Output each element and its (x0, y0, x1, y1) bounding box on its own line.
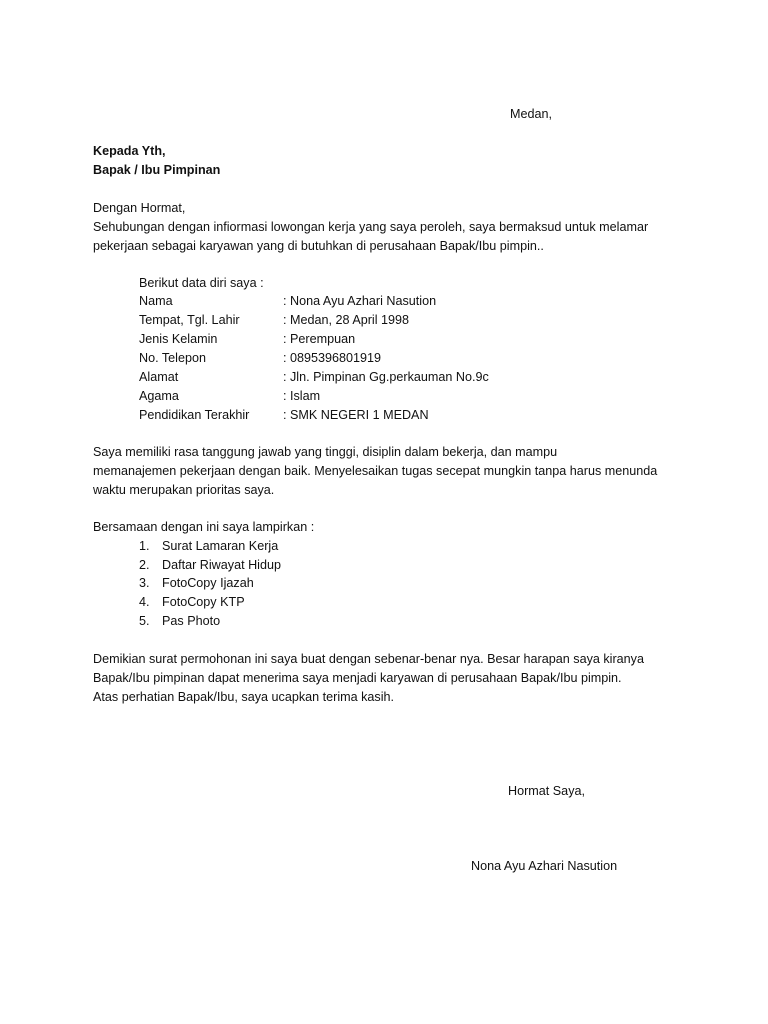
data-row-phone (139, 349, 559, 368)
list-text: Pas Photo (162, 614, 221, 628)
data-label: Tempat, Tgl. Lahir (139, 313, 240, 327)
list-text: FotoCopy KTP (162, 595, 245, 609)
data-value: : 0895396801919 (283, 351, 382, 365)
body-line-2: memanajemen pekerjaan dengan baik. Menyelesaikan tugas secepat mungkin tanpa harus menunda (93, 464, 658, 478)
data-row-address (139, 368, 559, 387)
data-label: Pendidikan Terakhir (139, 408, 250, 422)
list-number: 4. (139, 595, 150, 609)
recipient-line-1: Kepada Yth, (93, 144, 166, 158)
list-number: 5. (139, 614, 150, 628)
data-row-nama (139, 292, 559, 311)
closing-line-2: Bapak/Ibu pimpinan dapat menerima saya menjadi karyawan di perusahaan Bapak/Ibu pimpin. (93, 671, 622, 685)
signoff: Hormat Saya, (508, 784, 585, 798)
data-row-gender (139, 330, 559, 349)
signature-name: Nona Ayu Azhari Nasution (471, 859, 618, 873)
closing-line-3: Atas perhatian Bapak/Ibu, saya ucapkan terima kasih. (93, 690, 395, 704)
intro-line-2: pekerjaan sebagai karyawan yang di butuhkan di perusahaan Bapak/Ibu pimpin.. (93, 239, 544, 253)
recipient-line-2: Bapak / Ibu Pimpinan (93, 163, 221, 177)
data-value: : Jln. Pimpinan Gg.perkauman No.9c (283, 370, 489, 384)
attachments-heading: Bersamaan dengan ini saya lampirkan : (93, 520, 315, 534)
intro-line-1: Sehubungan dengan infiormasi lowongan kerja yang saya peroleh, saya bermaksud untuk melamar (93, 220, 649, 234)
data-row-education (139, 406, 559, 425)
data-value: : Nona Ayu Azhari Nasution (283, 294, 437, 308)
data-heading: Berikut data diri saya : (139, 276, 264, 290)
list-number: 3. (139, 576, 150, 590)
list-text: Surat Lamaran Kerja (162, 539, 279, 553)
body-line-3: waktu merupakan prioritas saya. (93, 483, 275, 497)
data-label: Jenis Kelamin (139, 332, 218, 346)
closing-paragraph (93, 650, 693, 707)
data-label: Alamat (139, 370, 179, 384)
body-paragraph (93, 443, 693, 500)
list-text: FotoCopy Ijazah (162, 576, 254, 590)
data-value: : Islam (283, 389, 321, 403)
data-value: : Medan, 28 April 1998 (283, 313, 410, 327)
data-label: Agama (139, 389, 179, 403)
body-line-1: Saya memiliki rasa tanggung jawab yang tinggi, disiplin dalam bekerja, dan mampu (93, 445, 558, 459)
data-label: Nama (139, 294, 173, 308)
data-value: : SMK NEGERI 1 MEDAN (283, 408, 429, 422)
data-label: No. Telepon (139, 351, 206, 365)
data-row-birth (139, 311, 559, 330)
recipient-block (93, 142, 693, 180)
intro-paragraph (93, 199, 693, 256)
closing-line-1: Demikian surat permohonan ini saya buat dengan sebenar-benar nya. Besar harapan saya kiranya (93, 652, 644, 666)
list-number: 1. (139, 539, 150, 553)
data-value: : Perempuan (283, 332, 356, 346)
list-number: 2. (139, 558, 150, 572)
list-text: Daftar Riwayat Hidup (162, 558, 281, 572)
place-date: Medan, (510, 107, 553, 121)
greeting: Dengan Hormat, (93, 201, 186, 215)
data-row-religion (139, 387, 559, 406)
